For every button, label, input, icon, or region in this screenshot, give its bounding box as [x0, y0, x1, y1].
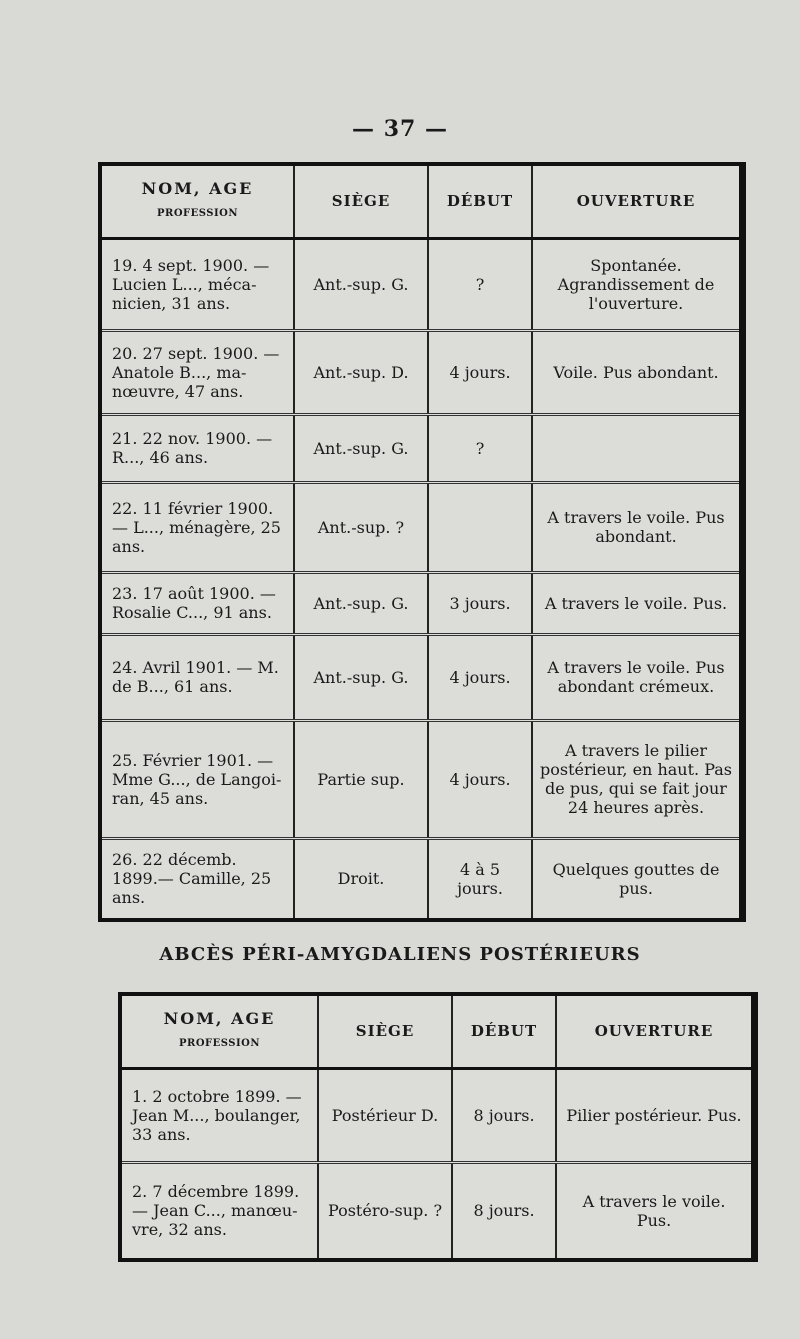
cell-debut: 8 jours.	[452, 1068, 556, 1162]
cell-ouverture: Pilier postérieur. Pus.	[556, 1068, 751, 1162]
column-header-ouverture: OUVERTURE	[556, 996, 751, 1068]
cell-name: 1. 2 octobre 1899. — Jean M..., boulanger, 33 ans.	[122, 1068, 318, 1162]
cell-debut: ?	[428, 414, 532, 482]
table-row	[102, 482, 739, 572]
cell-debut: 4 à 5 jours.	[428, 838, 532, 918]
cell-name: 22. 11 février 1900. — L..., ménagère, 25 ans.	[102, 482, 294, 572]
table-row	[102, 838, 739, 918]
table-row	[102, 414, 739, 482]
column-header-debut: DÉBUT	[428, 166, 532, 238]
cell-ouverture: A travers le voile. Pus abondant crémeux.	[532, 634, 739, 720]
cell-debut	[428, 482, 532, 572]
cell-name: 19. 4 sept. 1900. — Lucien L..., mécanicien, 31 ans.	[102, 238, 294, 330]
column-header-name	[102, 166, 294, 238]
cell-siege: Postérieur D.	[318, 1068, 452, 1162]
cell-debut: 8 jours.	[452, 1162, 556, 1258]
header-name-main: NOM, AGE	[163, 1009, 276, 1029]
header-name-sub: PROFESSION	[178, 1038, 260, 1050]
cell-name: 21. 22 nov. 1900. — R..., 46 ans.	[102, 414, 294, 482]
cell-siege: Ant.-sup. G.	[294, 414, 428, 482]
table-row	[102, 238, 739, 330]
table-row	[102, 720, 739, 838]
column-header-name	[122, 996, 318, 1068]
cell-siege: Ant.-sup. G.	[294, 572, 428, 634]
cell-debut: 4 jours.	[428, 330, 532, 414]
cell-siege: Partie sup.	[294, 720, 428, 838]
cell-siege: Postéro-sup. ?	[318, 1162, 452, 1258]
table-grid	[102, 166, 739, 918]
cell-ouverture: A travers le pilier postérieur, en haut. Pas de pus, qui se fait jour 24 heures après.	[532, 720, 739, 838]
column-header-siege: SIÈGE	[294, 166, 428, 238]
table-grid	[122, 996, 751, 1258]
cell-ouverture: Quelques gouttes de pus.	[532, 838, 739, 918]
cell-name: 26. 22 décemb. 1899.— Camille, 25 ans.	[112, 850, 272, 908]
cell-name: 25. Février 1901. — Mme G..., de Langoiran, 45 ans.	[102, 720, 294, 838]
table-row	[102, 634, 739, 720]
table-header-row	[102, 166, 739, 238]
column-header-debut: DÉBUT	[452, 996, 556, 1068]
cell-debut: 4 jours.	[428, 720, 532, 838]
table-header-row	[122, 996, 751, 1068]
cell-ouverture: A travers le voile. Pus.	[556, 1162, 751, 1258]
cell-siege: Ant.-sup. D.	[294, 330, 428, 414]
header-name-main: NOM, AGE	[141, 179, 254, 199]
posterior-abscess-table	[118, 992, 758, 1262]
table-row	[102, 330, 739, 414]
cell-siege: Droit.	[294, 838, 428, 918]
cell-name: 23. 17 août 1900. — Rosalie C..., 91 ans.	[102, 572, 294, 634]
column-header-ouverture: OUVERTURE	[532, 166, 739, 238]
cell-siege: Ant.-sup. ?	[294, 482, 428, 572]
cell-siege: Ant.-sup. G.	[294, 634, 428, 720]
cell-ouverture: Spontanée. Agrandissement de l'ouverture.	[532, 238, 739, 330]
cell-debut: 3 jours.	[428, 572, 532, 634]
cell-name: 20. 27 sept. 1900. — Anatole B..., manœuvre, 47 ans.	[102, 330, 294, 414]
cell-name: 2. 7 décembre 1899.— Jean C..., manœuvre, 32 ans.	[132, 1182, 300, 1240]
table-row	[122, 1068, 751, 1162]
abscess-table	[98, 162, 746, 922]
cell-ouverture	[532, 414, 739, 482]
cell-debut: 4 jours.	[428, 634, 532, 720]
table-row	[102, 572, 739, 634]
cell-ouverture: A travers le voile. Pus abondant.	[532, 482, 739, 572]
table-row	[122, 1162, 751, 1258]
cell-ouverture: Voile. Pus abondant.	[532, 330, 739, 414]
cell-ouverture: A travers le voile. Pus.	[532, 572, 739, 634]
page-number: — 37 —	[352, 116, 448, 142]
section-title: ABCÈS PÉRI-AMYGDALIENS POSTÉRIEURS	[159, 944, 641, 965]
cell-debut: ?	[428, 238, 532, 330]
header-name-sub: PROFESSION	[156, 208, 238, 220]
cell-siege: Ant.-sup. G.	[294, 238, 428, 330]
cell-name: 24. Avril 1901. — M. de B..., 61 ans.	[102, 634, 294, 720]
column-header-siege: SIÈGE	[318, 996, 452, 1068]
